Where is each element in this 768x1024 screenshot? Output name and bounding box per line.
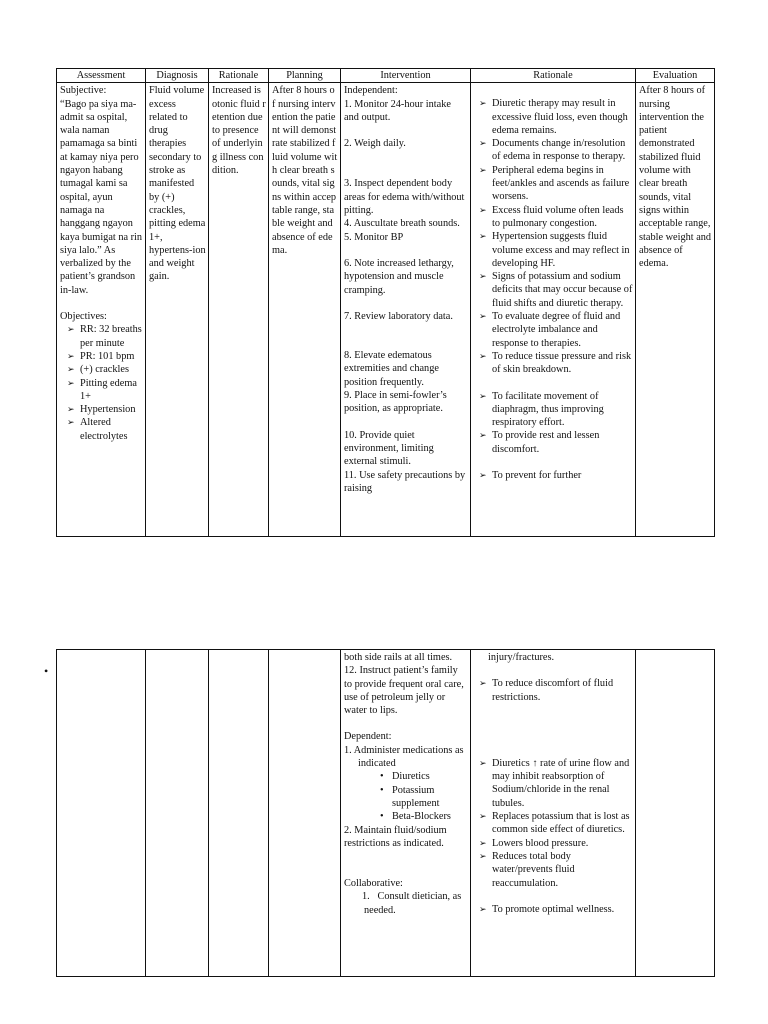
arrow-bullet-icon: ➢ [479, 837, 487, 848]
subjective-text: “Bago pa siya ma-admit sa ospital, wala naman pamamaga sa binti at kamay niya pero ngayon habang tumagal kami sa ospital, ayun namaga na hanggang ngayon kaya bumigat na rin siya lalo.” As verbalized by the patient’s grandson in-law. [60, 98, 143, 296]
arrow-bullet-icon: ➢ [479, 850, 487, 861]
arrow-bullet-icon: ➢ [67, 350, 75, 361]
arrow-bullet-icon: ➢ [479, 811, 487, 822]
objectives-list [60, 323, 143, 443]
dependent-label: Dependent: [344, 731, 392, 743]
assessment-cell-cont [57, 650, 146, 977]
intervention-continued: both side rails at all times. [344, 652, 453, 663]
medication-item: • Beta-Blockers [380, 811, 451, 823]
diagnosis-cell-cont [146, 650, 209, 977]
arrow-bullet-icon: ➢ [479, 350, 487, 361]
header-diagnosis: Diagnosis [146, 69, 209, 83]
rationale2-item: ➢ Reduces total body water/prevents fluid reaccumulation. [479, 850, 575, 889]
intervention-item: 10. Provide quiet environment, limiting external stimuli. [344, 429, 434, 468]
rationale2-item: ➢ Hypertension suggests fluid volume excess and may reflect in developing HF. [479, 231, 630, 269]
objective-item: ➢ Altered electrolytes [67, 417, 128, 442]
dot-bullet-icon: • [380, 784, 384, 796]
intervention-item: 11. Use safety precautions by raising [344, 469, 466, 494]
arrow-bullet-icon: ➢ [67, 377, 75, 388]
rationale2-item: ➢ Signs of potassium and sodium deficits that may occur because of fluid shifts and diuretic therapy. [479, 271, 633, 309]
intervention-item: 1. Monitor 24-hour intake and output. [344, 98, 451, 123]
objective-item: ➢ RR: 32 breaths per minute [67, 324, 142, 349]
rationale2-item: ➢ To facilitate movement of diaphragm, thus improving respiratory effort. [479, 390, 604, 429]
collaborative-label: Collaborative: [344, 878, 403, 890]
medication-item: • Potassium supplement [380, 784, 440, 809]
rationale2-item: ➢ To provide rest and lessen discomfort. [479, 430, 600, 455]
medications-list [344, 770, 468, 823]
rationale-cell [209, 83, 269, 537]
intervention-cell-cont [341, 650, 471, 977]
intervention-item: 12. Instruct patient’s family to provide frequent oral care, use of petroleum jelly or water to lips. [344, 665, 464, 717]
rationale2-continued: injury/fractures. [488, 652, 555, 663]
rationale2-item: ➢ Diuretics ↑ rate of urine flow and may inhibit reabsorption of Sodium/chloride in the renal tubules. [479, 757, 630, 809]
objective-item: ➢ Pitting edema 1+ [67, 377, 137, 402]
intervention-item: 9. Place in semi-fowler’s position, as appropriate. [344, 390, 447, 415]
arrow-bullet-icon: ➢ [479, 231, 487, 242]
intervention-item: 7. Review laboratory data. [344, 310, 453, 322]
intervention-item: 4. Auscultate breath sounds. [344, 218, 460, 230]
rationale2-item: ➢ Lowers blood pressure. [479, 837, 589, 849]
planning-text: After 8 hours of nursing intervention the patient will demonstrate stabilized fluid volume with clear breath sounds, vital signs within acceptable range, stable weight and absence of edema. [272, 85, 338, 256]
arrow-bullet-icon: ➢ [67, 404, 75, 415]
intervention-item: 1. Administer medications as indicated [344, 744, 464, 770]
arrow-bullet-icon: ➢ [479, 98, 487, 109]
rationale2-cell [471, 83, 636, 537]
content-row [57, 83, 715, 537]
intervention-item: 6. Note increased lethargy, hypotension and muscle cramping. [344, 257, 454, 296]
arrow-bullet-icon: ➢ [479, 271, 487, 282]
assessment-cell [57, 83, 146, 537]
arrow-bullet-icon: ➢ [479, 430, 487, 441]
header-planning: Planning [269, 69, 341, 83]
intervention-item: 2. Maintain fluid/sodium restrictions as indicated. [344, 824, 447, 849]
care-plan-table-page2 [56, 649, 715, 977]
arrow-bullet-icon: ➢ [479, 757, 487, 768]
rationale2-cell-cont [471, 650, 636, 977]
arrow-bullet-icon: ➢ [67, 324, 75, 335]
objective-item: ➢ Hypertension [67, 404, 136, 416]
arrow-bullet-icon: ➢ [479, 204, 487, 215]
evaluation-cell-cont [636, 650, 715, 977]
arrow-bullet-icon: ➢ [479, 678, 487, 689]
collaborative-item: 1. Consult dietician, as needed. [362, 891, 464, 916]
diagnosis-text: Fluid volume excess related to drug therapies secondary to stroke as manifested by (+) crackles, pitting edema 1+, hypertens-ion and weight gain. [149, 85, 206, 283]
content-row-continued [57, 650, 715, 977]
rationale-text: Increased isotonic fluid retention due to presence of underlying illness condition. [212, 85, 266, 177]
arrow-bullet-icon: ➢ [479, 470, 487, 481]
dot-bullet-icon: • [380, 771, 384, 783]
intervention-item: 8. Elevate edematous extremities and change position frequently. [344, 350, 439, 388]
dot-bullet-icon: • [380, 811, 384, 823]
rationale2-item: ➢ Excess fluid volume often leads to pulmonary congestion. [479, 204, 624, 229]
arrow-bullet-icon: ➢ [479, 390, 487, 401]
objective-item: ➢ (+) crackles [67, 364, 129, 376]
subjective-label: Subjective: [60, 85, 107, 97]
rationale2-item: ➢ To reduce tissue pressure and risk of skin breakdown. [479, 350, 632, 376]
arrow-bullet-icon: ➢ [479, 903, 487, 914]
intervention-item: 5. Monitor BP [344, 231, 404, 243]
arrow-bullet-icon: ➢ [67, 364, 75, 375]
rationale2-list [474, 97, 633, 482]
rationale2-item: ➢ To promote optimal wellness. [479, 903, 615, 915]
rationale2-item: ➢ Replaces potassium that is lost as common side effect of diuretics. [479, 811, 630, 836]
objective-item: ➢ PR: 101 bpm [67, 350, 135, 362]
care-plan-table-page1 [56, 68, 715, 537]
evaluation-text: After 8 hours of nursing intervention the patient demonstrated stabilized fluid volume with clear breath sounds, vital signs within acceptable range, stable weight and absence of edema. [639, 85, 712, 270]
rationale2-list-cont [474, 677, 633, 916]
rationale-cell-cont [209, 650, 269, 977]
intervention-cell [341, 83, 471, 537]
rationale2-item: ➢ Diuretic therapy may result in excessive fluid loss, even though edema remains. [479, 98, 628, 136]
objectives-label: Objectives: [60, 311, 107, 323]
rationale2-item: ➢ To reduce discomfort of fluid restrictions. [479, 678, 614, 703]
header-row [57, 69, 715, 83]
independent-label: Independent: [344, 85, 398, 97]
medication-item: • Diuretics [380, 771, 430, 783]
header-assessment: Assessment [57, 69, 146, 83]
header-evaluation: Evaluation [636, 69, 715, 83]
arrow-bullet-icon: ➢ [479, 311, 487, 322]
intervention-item: 2. Weigh daily. [344, 138, 406, 150]
header-rationale: Rationale [209, 69, 269, 83]
evaluation-cell [636, 83, 715, 537]
header-rationale-2: Rationale [471, 69, 636, 83]
rationale2-item: ➢ To evaluate degree of fluid and electrolyte imbalance and response to therapies. [479, 311, 621, 349]
planning-cell-cont [269, 650, 341, 977]
intervention-item: 3. Inspect dependent body areas for edema with/without pitting. [344, 178, 465, 217]
rationale2-item: ➢ Documents change in/resolution of edema in response to therapy. [479, 138, 626, 163]
rationale2-item: ➢ Peripheral edema begins in feet/ankles and ascends as failure worsens. [479, 164, 630, 203]
arrow-bullet-icon: ➢ [479, 164, 487, 175]
arrow-bullet-icon: ➢ [479, 138, 487, 149]
diagnosis-cell [146, 83, 209, 537]
stray-bullet: • [44, 664, 49, 678]
arrow-bullet-icon: ➢ [67, 417, 75, 428]
rationale2-item: ➢ To prevent for further [479, 470, 582, 482]
planning-cell [269, 83, 341, 537]
header-intervention: Intervention [341, 69, 471, 83]
